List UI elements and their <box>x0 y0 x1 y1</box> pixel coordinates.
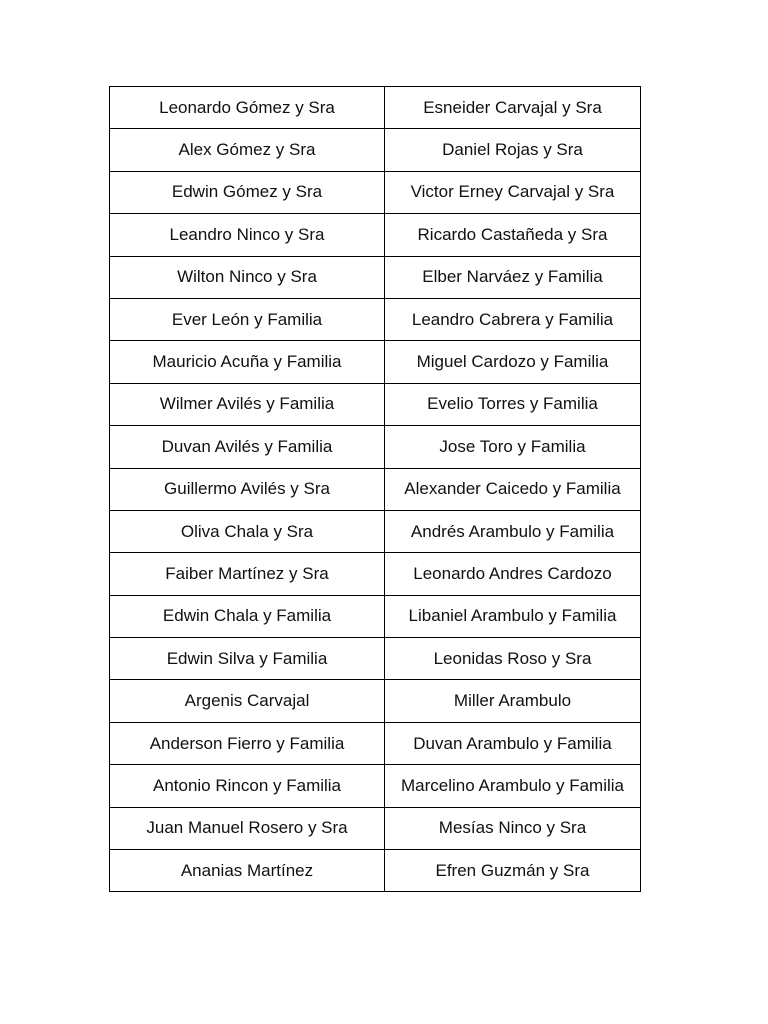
name-cell-left: Anderson Fierro y Familia <box>110 722 385 764</box>
name-cell-left: Duvan Avilés y Familia <box>110 426 385 468</box>
name-cell-left: Ananias Martínez <box>110 850 385 892</box>
table-row <box>110 680 641 722</box>
name-cell-left: Oliva Chala y Sra <box>110 510 385 552</box>
name-cell-right: Elber Narváez y Familia <box>385 256 641 298</box>
name-cell-right: Alexander Caicedo y Familia <box>385 468 641 510</box>
guest-names-table-body <box>110 87 641 892</box>
name-cell-right: Evelio Torres y Familia <box>385 383 641 425</box>
table-row <box>110 171 641 213</box>
name-cell-right: Miller Arambulo <box>385 680 641 722</box>
name-cell-left: Antonio Rincon y Familia <box>110 765 385 807</box>
name-cell-left: Leonardo Gómez y Sra <box>110 87 385 129</box>
table-row <box>110 383 641 425</box>
table-row <box>110 510 641 552</box>
table-row <box>110 341 641 383</box>
table-row <box>110 129 641 171</box>
name-cell-left: Mauricio Acuña y Familia <box>110 341 385 383</box>
name-cell-right: Leandro Cabrera y Familia <box>385 298 641 340</box>
name-cell-right: Victor Erney Carvajal y Sra <box>385 171 641 213</box>
table-row <box>110 256 641 298</box>
name-cell-left: Ever León y Familia <box>110 298 385 340</box>
name-cell-left: Edwin Chala y Familia <box>110 595 385 637</box>
table-row <box>110 595 641 637</box>
table-row <box>110 468 641 510</box>
name-cell-left: Guillermo Avilés y Sra <box>110 468 385 510</box>
table-row <box>110 638 641 680</box>
name-cell-right: Efren Guzmán y Sra <box>385 850 641 892</box>
name-cell-right: Marcelino Arambulo y Familia <box>385 765 641 807</box>
table-row <box>110 850 641 892</box>
guest-names-table <box>109 86 641 892</box>
name-cell-left: Edwin Silva y Familia <box>110 638 385 680</box>
name-cell-left: Leandro Ninco y Sra <box>110 214 385 256</box>
name-cell-left: Alex Gómez y Sra <box>110 129 385 171</box>
name-cell-left: Faiber Martínez y Sra <box>110 553 385 595</box>
name-cell-left: Juan Manuel Rosero y Sra <box>110 807 385 849</box>
name-cell-right: Esneider Carvajal y Sra <box>385 87 641 129</box>
table-row <box>110 298 641 340</box>
table-row <box>110 807 641 849</box>
name-cell-right: Miguel Cardozo y Familia <box>385 341 641 383</box>
name-cell-right: Libaniel Arambulo y Familia <box>385 595 641 637</box>
table-row <box>110 765 641 807</box>
name-cell-left: Edwin Gómez y Sra <box>110 171 385 213</box>
table-row <box>110 214 641 256</box>
name-cell-right: Leonidas Roso y Sra <box>385 638 641 680</box>
name-cell-right: Leonardo Andres Cardozo <box>385 553 641 595</box>
table-row <box>110 426 641 468</box>
name-cell-left: Wilmer Avilés y Familia <box>110 383 385 425</box>
name-cell-right: Andrés Arambulo y Familia <box>385 510 641 552</box>
name-cell-right: Mesías Ninco y Sra <box>385 807 641 849</box>
name-cell-right: Jose Toro y Familia <box>385 426 641 468</box>
name-cell-right: Ricardo Castañeda y Sra <box>385 214 641 256</box>
name-cell-right: Daniel Rojas y Sra <box>385 129 641 171</box>
table-row <box>110 553 641 595</box>
name-cell-left: Wilton Ninco y Sra <box>110 256 385 298</box>
name-cell-left: Argenis Carvajal <box>110 680 385 722</box>
table-row <box>110 722 641 764</box>
table-row <box>110 87 641 129</box>
name-cell-right: Duvan Arambulo y Familia <box>385 722 641 764</box>
